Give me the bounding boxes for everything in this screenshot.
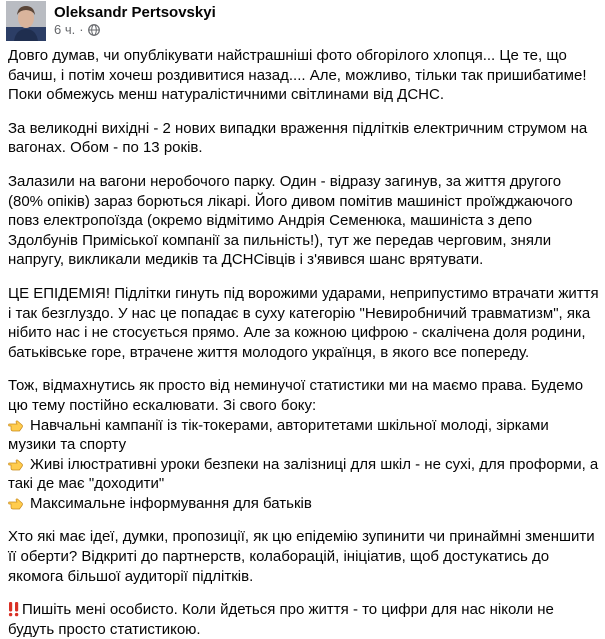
pointing-hand-emoji-icon xyxy=(8,417,24,433)
post-meta xyxy=(54,3,216,38)
post-body xyxy=(6,46,599,639)
post-header xyxy=(6,0,599,46)
final-text: Пишіть мені особисто. Коли йдеться про життя - то цифри для нас ніколи не будуть просто статистикою. xyxy=(8,601,554,638)
post-paragraph: За великодні вихідні - 2 нових випадки враження підлітків електричним струмом на вагонах. Обом - по 13 років. xyxy=(8,119,588,157)
bullet-item xyxy=(8,455,599,494)
bullet-list xyxy=(8,416,599,514)
pointing-hand-emoji-icon xyxy=(8,495,24,511)
pointing-hand-emoji-icon xyxy=(8,456,24,472)
post-final-paragraph xyxy=(8,600,599,639)
post-timestamp[interactable]: 6 ч. xyxy=(54,21,76,37)
globe-icon[interactable] xyxy=(88,24,100,36)
post-paragraph: Тож, відмахнутись як просто від неминучої статистики ми на маємо права. Будемо цю тему постійно ескалювати. Зі свого боку: xyxy=(8,377,584,414)
bullet-item xyxy=(8,494,599,514)
bullet-text: Навчальні кампанії із тік-токерами, авторитетами шкільної молоді, зірками музики та спорту xyxy=(8,416,549,454)
post-paragraph: ЦЕ ЕПІДЕМІЯ! Підлітки гинуть під ворожими ударами, неприпустимо втрачати життя і так безглуздо. У нас це попадає в суху категорію "Невиробничий травматизм", яка нібито нас і не стосується прямо. Але за кожною цифрою - скалічена доля родини, батьківське горе, втрачене життя молодого українця, в якого все попереду. xyxy=(8,284,599,361)
post-paragraph: Хто які має ідеї, думки, пропозиції, як цю епідемію зупинити чи принаймні зменшити її оберти? Відкриті до партнерств, колаборацій, ініціатив, щоб достукатись до якомога більшої аудиторії підлітків. xyxy=(8,528,595,585)
avatar-image xyxy=(6,1,46,41)
separator-dot: · xyxy=(79,21,84,37)
author-avatar[interactable] xyxy=(6,1,46,41)
bullet-item xyxy=(8,416,599,455)
double-exclamation-emoji-icon xyxy=(8,601,20,617)
author-name[interactable]: Oleksandr Pertsovskyi xyxy=(54,3,216,21)
post-paragraph: Залазили на вагони неробочого парку. Один - відразу загинув, за життя другого (80% опіків) зараз борються лікарі. Його дивом помітив машиніст проїжджаючого повз електропоїзда (окремо відмітимо Андрія Семенюка, машиніста з депо Здолбунів Приміської компанії за пильність!), тут же передав черговим, зняли напругу, викликали медиків та ДСНСівців і з'явився шанс врятувати. xyxy=(8,172,573,269)
bullet-text: Живі ілюстративні уроки безпеки на залізниці для шкіл - не сухі, для проформи, а такі де має "доходити" xyxy=(8,455,599,493)
post-paragraph: Довго думав, чи опублікувати найстрашніші фото обгорілого хлопця... Це те, що бачиш, і потім хочеш роздивитися назад.... Але, можливо, тільки так пришибатиме! Поки обмежусь менш натуралістичними світлинами від ДСНС. xyxy=(8,47,587,104)
post-subline xyxy=(54,22,216,38)
bullet-text: Максимальне інформування для батьків xyxy=(30,494,312,512)
